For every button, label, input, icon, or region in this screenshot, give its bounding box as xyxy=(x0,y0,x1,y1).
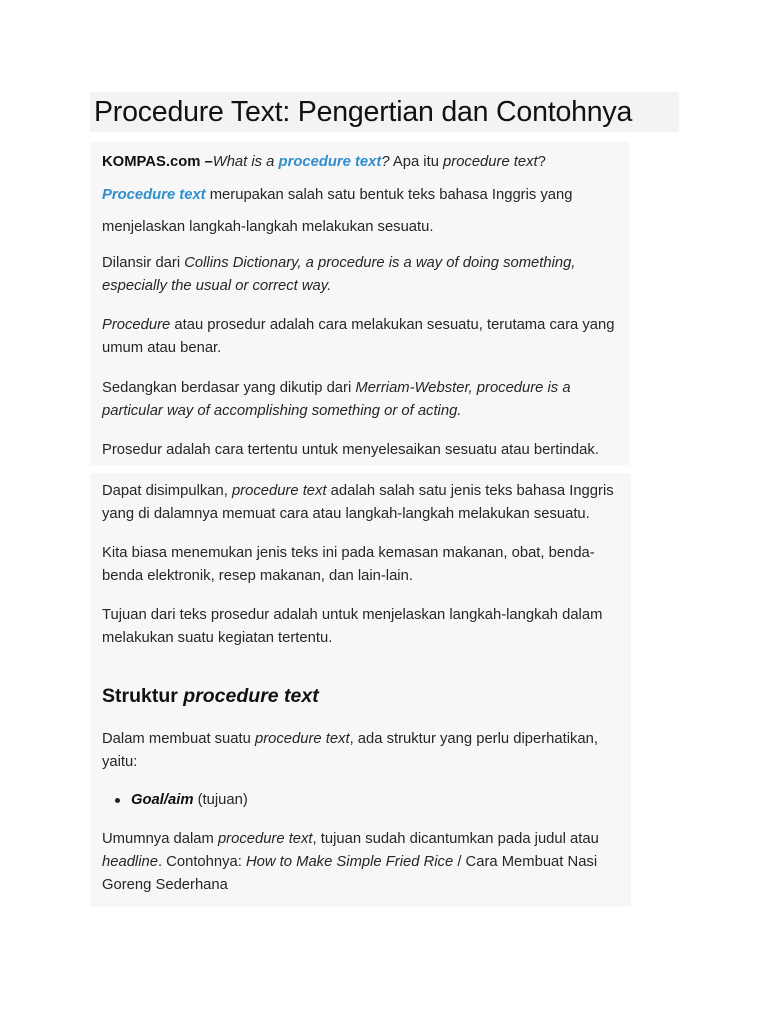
structure-list xyxy=(102,789,620,812)
goal-paragraph: Umumnya dalam procedure text, tujuan sudah dicantumkan pada judul atau headline. Contohnya: How to Make Simple Fried Rice / Cara Membuat Nasi Goreng Sederhana xyxy=(102,831,599,893)
intro-paragraph: KOMPAS.com –What is a procedure text? Apa itu procedure text? Procedure text merupakan salah satu bentuk teks bahasa Inggris yang menjelaskan langkah-langkah melakukan sesuatu. xyxy=(102,154,573,235)
procedure-text-link-2[interactable]: Procedure text xyxy=(102,186,206,203)
structure-intro: Dalam membuat suatu procedure text, ada struktur yang perlu diperhatikan, yaitu: xyxy=(102,731,598,770)
bullet-icon xyxy=(115,798,120,803)
structure-heading: Struktur procedure text xyxy=(102,685,319,707)
procedure-text-link[interactable]: procedure text xyxy=(278,154,382,170)
merriam-definition: Sedangkan berdasar yang dikutip dari Merriam-Webster, procedure is a particular way of accomplishing something or of acting. xyxy=(102,380,571,419)
source-brand: KOMPAS.com – xyxy=(102,154,213,170)
usage-paragraph: Kita biasa menemukan jenis teks ini pada kemasan makanan, obat, benda-benda elektronik, resep makanan, dan lain-lain. xyxy=(102,545,595,584)
conclusion-paragraph: Dapat disimpulkan, procedure text adalah salah satu jenis teks bahasa Inggris yang di dalamnya memuat cara atau langkah-langkah melakukan sesuatu. xyxy=(102,483,614,522)
list-item: Goal/aim (tujuan) xyxy=(102,789,620,812)
prosedur-meaning: Prosedur adalah cara tertentu untuk menyelesaikan sesuatu atau bertindak. xyxy=(102,442,599,458)
purpose-paragraph: Tujuan dari teks prosedur adalah untuk menjelaskan langkah-langkah dalam melakukan suatu kegiatan tertentu. xyxy=(102,607,603,646)
procedure-meaning: Procedure atau prosedur adalah cara melakukan sesuatu, terutama cara yang umum atau benar. xyxy=(102,317,615,356)
article-title: Procedure Text: Pengertian dan Contohnya xyxy=(94,96,633,128)
collins-definition: Dilansir dari Collins Dictionary, a procedure is a way of doing something, especially the usual or correct way. xyxy=(102,255,576,294)
question-english: What is a xyxy=(212,154,279,170)
